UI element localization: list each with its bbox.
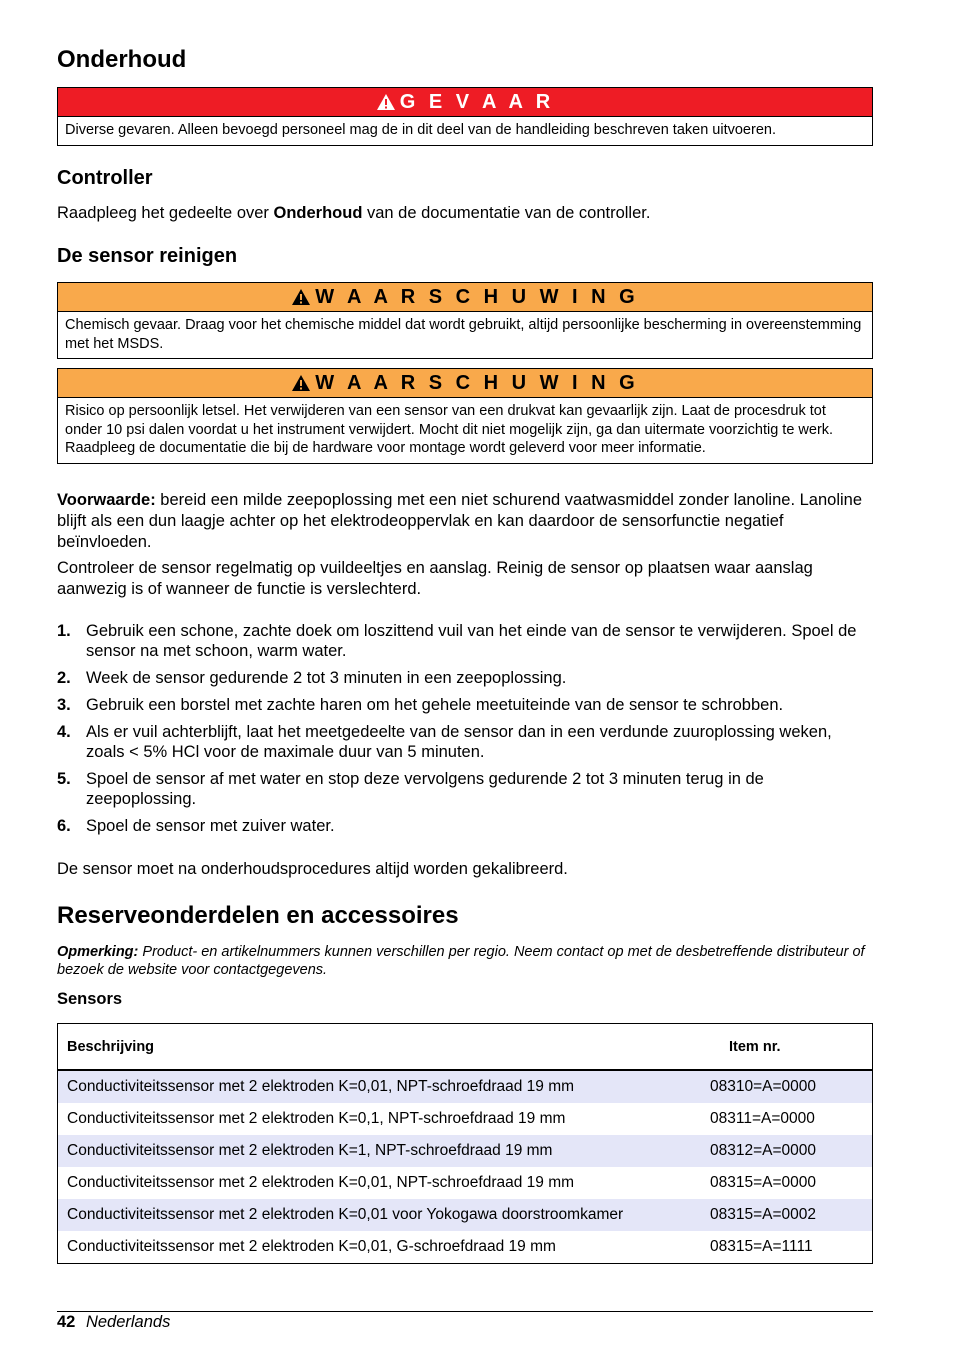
danger-text: Diverse gevaren. Alleen bevoegd personeel mag de in dit deel van de handleiding beschreven taken uitvoeren. [65, 122, 776, 138]
step-item: 6. Spoel de sensor met zuiver water. [57, 817, 335, 835]
page-number: 42 [57, 1313, 76, 1331]
intro-paragraph: Controleer de sensor regelmatig op vuildeeltjes en aanslag. Reinig de sensor op plaatsen waar aanslag aanwezig is of wanneer de functie is verslechterd. [57, 559, 813, 598]
step-item: 5. Spoel de sensor af met water en stop deze vervolgens gedurende 2 tot 3 minuten terug in de zeepoplossing. [57, 770, 764, 808]
warning-triangle-icon [291, 288, 311, 306]
warning-header-2 [58, 369, 872, 398]
page-title: Onderhoud [57, 46, 187, 73]
table-header-row [58, 1024, 873, 1071]
table-row: Conductiviteitssensor met 2 elektroden K=0,1, NPT-schroefdraad 19 mm 08311=A=0000 [67, 1110, 815, 1127]
table-row: Conductiviteitssensor met 2 elektroden K=0,01, NPT-schroefdraad 19 mm 08310=A=0000 [58, 1070, 873, 1103]
warning-text-1: Chemisch gevaar. Draag voor het chemische middel dat wordt gebruikt, altijd persoonlijke bescherming in overeenstemming met het MSDS. [65, 317, 862, 352]
controller-bold: Onderhoud [273, 204, 363, 222]
page-footer [57, 1313, 170, 1332]
table-row: Conductiviteitssensor met 2 elektroden K=1, NPT-schroefdraad 19 mm 08312=A=0000 [58, 1135, 873, 1167]
sensors-heading: Sensors [57, 990, 123, 1008]
cleaning-steps [57, 621, 867, 843]
note-label: Opmerking: [57, 944, 139, 960]
prerequisite-paragraph: Voorwaarde: bereid een milde zeepoplossing met een niet schurend vaatwasmiddel zonder lanoline. Lanoline blijft als een dun laagje achter op het elektrodeoppervlak en kan daardoor de sensorfunctie negatief beïnvloeden. [57, 491, 863, 551]
danger-label: G E V A A R [399, 90, 555, 113]
table-row: Conductiviteitssensor met 2 elektroden K=0,01, G-schroefdraad 19 mm 08315=A=1111 [67, 1238, 813, 1255]
outro-paragraph: De sensor moet na onderhoudsprocedures altijd worden gekalibreerd. [57, 860, 568, 878]
table-row: Conductiviteitssensor met 2 elektroden K=0,01 voor Yokogawa doorstroomkamer 08315=A=0002 [58, 1199, 873, 1231]
column-header-description: Beschrijving [58, 1024, 702, 1071]
table-row: Conductiviteitssensor met 2 elektroden K=0,01, NPT-schroefdraad 19 mm 08315=A=0000 [67, 1174, 817, 1191]
footer-divider [57, 1311, 873, 1312]
danger-box [57, 87, 873, 146]
warning-triangle-icon [376, 93, 396, 111]
step-item: 3. Gebruik een borstel met zachte haren om het gehele meetuiteinde van de sensor te schrobben. [57, 696, 784, 714]
warning-text-2: Risico op persoonlijk letsel. Het verwijderen van een sensor van een drukvat kan gevaarlijk zijn. Laat de procesdruk tot onder 10 psi dalen voordat u het instrument verwijdert. Mocht dit niet mogelijk zijn, ga dan uitermate voorzichtig te werk. Raadpleeg de documentatie die bij de hardware voor montage wordt geleverd voor meer informatie. [65, 403, 834, 456]
parts-heading: Reserveonderdelen en accessoires [57, 902, 459, 929]
prerequisite-label: Voorwaarde: [57, 491, 156, 509]
step-item: 1. Gebruik een schone, zachte doek om loszittend vuil van het einde van de sensor te verwijderen. Spoel de sensor na met schoon, warm water. [57, 622, 857, 660]
parts-note: Opmerking: Product- en artikelnummers kunnen verschillen per regio. Neem contact op met de desbetreffende distributeur of bezoek de website voor contactgegevens. [57, 944, 865, 978]
warning-box-2 [57, 368, 873, 464]
controller-paragraph: Raadpleeg het gedeelte over Onderhoud van de documentatie van de controller. [57, 204, 651, 222]
controller-heading: Controller [57, 167, 153, 189]
step-item: 2. Week de sensor gedurende 2 tot 3 minuten in een zeepoplossing. [57, 669, 567, 687]
warning-label-2: W A A R S C H U W I N G [315, 371, 639, 394]
sensors-table [57, 1023, 873, 1264]
cleaning-heading: De sensor reinigen [57, 245, 238, 267]
danger-header [58, 88, 872, 117]
warning-label-1: W A A R S C H U W I N G [315, 285, 639, 308]
warning-header-1 [58, 283, 872, 312]
footer-language: Nederlands [85, 1313, 171, 1331]
warning-triangle-icon [291, 374, 311, 392]
warning-box-1 [57, 282, 873, 359]
step-item: 4. Als er vuil achterblijft, laat het meetgedeelte van de sensor dan in een verdunde zuuroplossing weken, zoals < 5% HCl voor de maximale duur van 5 minuten. [57, 723, 832, 761]
column-header-item: Item nr. [701, 1024, 873, 1071]
